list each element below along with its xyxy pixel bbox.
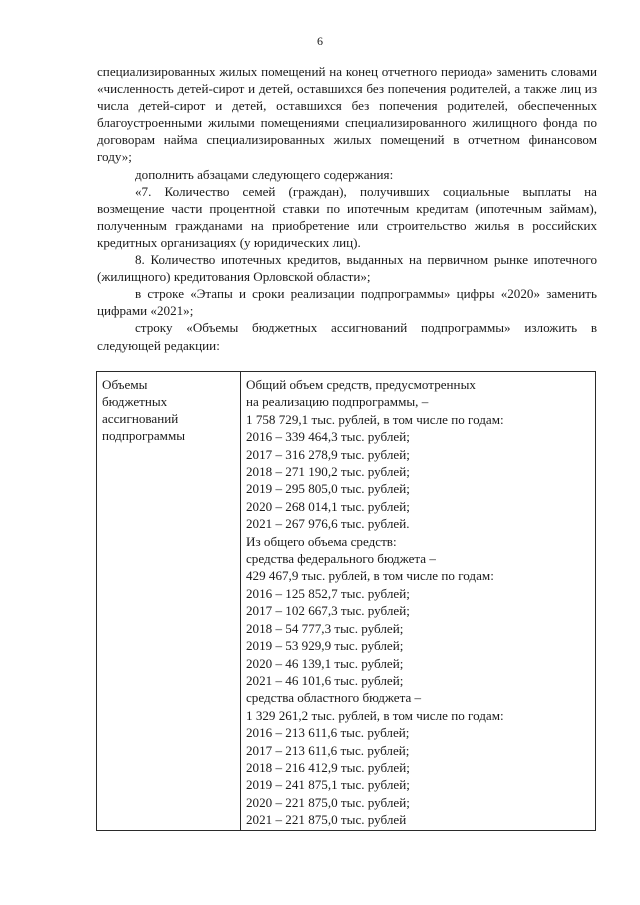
- budget-allocation-table: [96, 371, 596, 831]
- cell-line: Из общего объема средств:: [246, 533, 397, 549]
- cell-line: 2017 – 316 278,9 тыс. рублей;: [246, 446, 410, 462]
- cell-line: 1 329 261,2 тыс. рублей, в том числе по годам:: [246, 707, 504, 723]
- cell-line: 2016 – 125 852,7 тыс. рублей;: [246, 585, 410, 601]
- cell-line: 2016 – 339 464,3 тыс. рублей;: [246, 429, 410, 445]
- cell-line: 2020 – 221 875,0 тыс. рублей;: [246, 794, 410, 810]
- document-body: [97, 63, 597, 354]
- page-number: 6: [317, 34, 323, 48]
- cell-line: 2019 – 241 875,1 тыс. рублей;: [246, 777, 410, 793]
- cell-line: средства федерального бюджета –: [246, 551, 436, 567]
- paragraph: дополнить абзацами следующего содержания:: [135, 166, 394, 182]
- cell-line: 2021 – 267 976,6 тыс. рублей.: [246, 516, 410, 532]
- cell-line: Общий объем средств, предусмотренных: [246, 377, 476, 392]
- cell-line: 2019 – 53 929,9 тыс. рублей;: [246, 638, 404, 654]
- cell-line: подпрограммы: [102, 428, 186, 443]
- table-cell-value: [241, 372, 596, 831]
- cell-line: 2016 – 213 611,6 тыс. рублей;: [246, 725, 410, 741]
- cell-line: Объемы: [102, 377, 148, 392]
- cell-line: 2020 – 268 014,1 тыс. рублей;: [246, 498, 410, 514]
- cell-line: 2018 – 271 190,2 тыс. рублей;: [246, 464, 410, 480]
- cell-line: 1 758 729,1 тыс. рублей, в том числе по годам:: [246, 411, 504, 427]
- paragraph: в строке «Этапы и сроки реализации подпрограммы» цифры «2020» заменить цифрами «2021»;: [97, 286, 597, 319]
- cell-line: средства областного бюджета –: [246, 690, 422, 706]
- paragraph: специализированных жилых помещений на конец отчетного периода» заменить словами «численность детей-сирот и детей, оставшихся без попечения родителей, а также лиц из числа детей-сирот и детей, оставшихся без попечения родителей, обеспеченных благоустроенными жилыми помещениями специализированного жилищного фонда по договорам найма специализированных жилых помещений в отчетном финансовом году»;: [97, 64, 597, 165]
- cell-line: бюджетных: [102, 394, 168, 409]
- cell-line: ассигнований: [102, 411, 179, 426]
- table-cell-label: [97, 372, 241, 831]
- cell-line: 2019 – 295 805,0 тыс. рублей;: [246, 481, 410, 497]
- table-row: [97, 372, 596, 831]
- cell-line: 2017 – 213 611,6 тыс. рублей;: [246, 742, 410, 758]
- cell-line: 2018 – 54 777,3 тыс. рублей;: [246, 620, 404, 636]
- cell-line: на реализацию подпрограммы, –: [246, 394, 429, 410]
- cell-line: 429 467,9 тыс. рублей, в том числе по годам:: [246, 568, 494, 584]
- paragraph: 8. Количество ипотечных кредитов, выданных на первичном рынке ипотечного (жилищного) кредитования Орловской области»;: [97, 252, 597, 285]
- paragraph: строку «Объемы бюджетных ассигнований подпрограммы» изложить в следующей редакции:: [97, 320, 597, 353]
- paragraph: «7. Количество семей (граждан), получивших социальные выплаты на возмещение части процентной ставки по ипотечным кредитам (ипотечным займам), полученным гражданами на приобретение или строительство жилья в российских кредитных организациях (у юридических лиц).: [97, 183, 597, 250]
- cell-line: 2018 – 216 412,9 тыс. рублей;: [246, 759, 410, 775]
- cell-line: 2021 – 46 101,6 тыс. рублей;: [246, 672, 404, 688]
- cell-line: 2021 – 221 875,0 тыс. рублей: [246, 812, 407, 828]
- cell-line: 2020 – 46 139,1 тыс. рублей;: [246, 655, 404, 671]
- cell-line: 2017 – 102 667,3 тыс. рублей;: [246, 603, 410, 619]
